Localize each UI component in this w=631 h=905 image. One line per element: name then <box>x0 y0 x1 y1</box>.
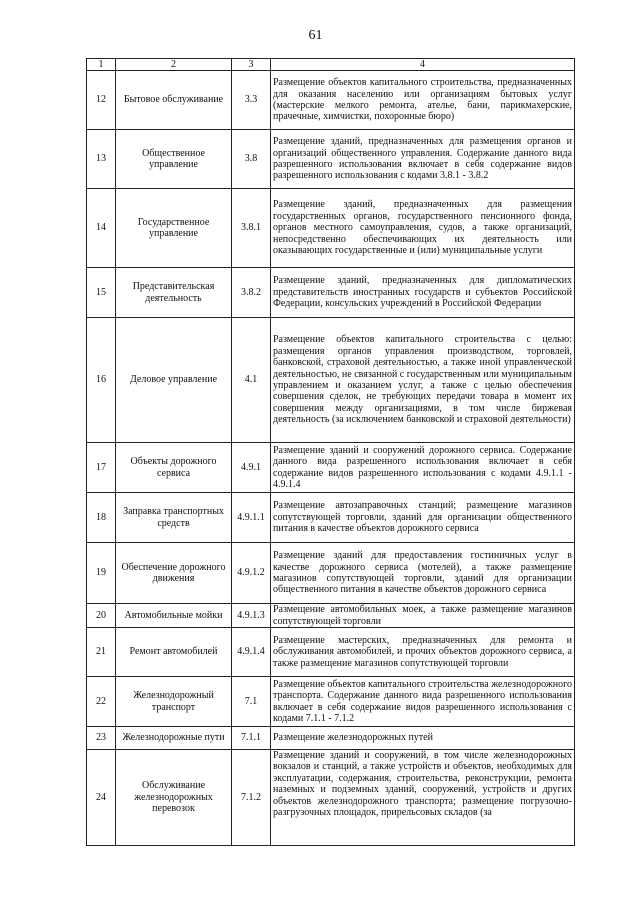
column-header: 3 <box>232 59 271 71</box>
use-type-code: 7.1.1 <box>232 727 271 750</box>
row-number: 16 <box>87 318 116 443</box>
use-type-code: 4.9.1.1 <box>232 493 271 543</box>
use-type-description: Размещение железнодорожных путей <box>271 727 575 750</box>
table-row <box>87 71 575 130</box>
table-row <box>87 189 575 268</box>
row-number: 12 <box>87 71 116 130</box>
use-type-description: Размещение зданий и сооружений, в том числе железнодорожных вокзалов и станций, а также устройств и объектов, необходимых для эксплуатации, содержания, строительства, реконструкции, ремонта наземных и подземных зданий, сооружений, устройств и других объектов железнодорожного транспорта; размещение погрузочно-разгрузочных площадок, прирельсовых складов (за <box>271 750 575 846</box>
column-header: 1 <box>87 59 116 71</box>
row-number: 23 <box>87 727 116 750</box>
use-type-name: Представительская деятельность <box>116 268 232 318</box>
row-number: 14 <box>87 189 116 268</box>
row-number: 21 <box>87 628 116 677</box>
row-number: 24 <box>87 750 116 846</box>
table-row <box>87 318 575 443</box>
use-type-description: Размещение зданий, предназначенных для размещения органов и организаций общественного управления. Содержание данного вида разрешенного использования включает в себя содержание видов разрешенного использования с кодами 3.8.1 - 3.8.2 <box>271 130 575 189</box>
use-type-description: Размещение зданий, предназначенных для размещения государственных органов, государственного пенсионного фонда, органов местного самоуправления, судов, а также организаций, непосредственно обеспечивающих их деятельность или оказывающих государственные и (или) муниципальные услуги <box>271 189 575 268</box>
use-type-description: Размещение зданий для предоставления гостиничных услуг в качестве дорожного сервиса (мотелей), а также размещение магазинов сопутствующей торговли, зданий для организации общественного питания в качестве объектов дорожного сервиса <box>271 543 575 604</box>
land-use-table <box>86 58 575 846</box>
row-number: 20 <box>87 604 116 628</box>
use-type-name: Заправка транспортных средств <box>116 493 232 543</box>
use-type-name: Железнодорожные пути <box>116 727 232 750</box>
use-type-name: Автомобильные мойки <box>116 604 232 628</box>
table-row <box>87 543 575 604</box>
use-type-description: Размещение объектов капитального строительства, предназначенных для оказания населению или организациям бытовых услуг (мастерские мелкого ремонта, ателье, бани, парикмахерские, прачечные, химчистки, похоронные бюро) <box>271 71 575 130</box>
use-type-code: 4.1 <box>232 318 271 443</box>
table-row <box>87 750 575 846</box>
use-type-code: 4.9.1.3 <box>232 604 271 628</box>
use-type-code: 3.8.2 <box>232 268 271 318</box>
use-type-description: Размещение объектов капитального строительства с целью: размещения органов управления производством, торговлей, банковской, страховой деятельностью, а также иной управленческой деятельностью, не связанной с государственным или муниципальным управлением и оказанием услуг, а также с целью обеспечения совершения сделок, не требующих передачи товара в момент их совершения между организациями, в том числе биржевая деятельность (за исключением банковской и страховой деятельности) <box>271 318 575 443</box>
use-type-code: 4.9.1 <box>232 443 271 493</box>
table-row <box>87 130 575 189</box>
use-type-name: Деловое управление <box>116 318 232 443</box>
use-type-code: 4.9.1.2 <box>232 543 271 604</box>
use-type-code: 3.3 <box>232 71 271 130</box>
use-type-name: Бытовое обслуживание <box>116 71 232 130</box>
use-type-code: 3.8 <box>232 130 271 189</box>
use-type-code: 3.8.1 <box>232 189 271 268</box>
use-type-code: 7.1 <box>232 677 271 727</box>
table-row <box>87 628 575 677</box>
row-number: 22 <box>87 677 116 727</box>
column-header: 2 <box>116 59 232 71</box>
table-row <box>87 604 575 628</box>
use-type-description: Размещение зданий, предназначенных для дипломатических представительств иностранных государств и субъектов Российской Федерации, консульских учреждений в Российской Федерации <box>271 268 575 318</box>
row-number: 13 <box>87 130 116 189</box>
use-type-description: Размещение мастерских, предназначенных для ремонта и обслуживания автомобилей, и прочих объектов дорожного сервиса, а также размещение магазинов сопутствующей торговли <box>271 628 575 677</box>
use-type-name: Обслуживание железнодорожных перевозок <box>116 750 232 846</box>
table-row <box>87 443 575 493</box>
use-type-name: Общественное управление <box>116 130 232 189</box>
use-type-description: Размещение объектов капитального строительства железнодорожного транспорта. Содержание данного вида разрешенного использования включает в себя содержание видов разрешенного использования с кодами 7.1.1 - 7.1.2 <box>271 677 575 727</box>
use-type-name: Железнодорожный транспорт <box>116 677 232 727</box>
use-type-code: 7.1.2 <box>232 750 271 846</box>
use-type-description: Размещение зданий и сооружений дорожного сервиса. Содержание данного вида разрешенного использования включает в себя содержание видов разрешенного использования с кодами 4.9.1.1 - 4.9.1.4 <box>271 443 575 493</box>
use-type-name: Государственное управление <box>116 189 232 268</box>
use-type-description: Размещение автозаправочных станций; размещение магазинов сопутствующей торговли, зданий для организации общественного питания в качестве объектов дорожного сервиса <box>271 493 575 543</box>
page-number: 61 <box>308 28 323 43</box>
table-row <box>87 677 575 727</box>
table-header-row <box>87 59 575 71</box>
use-type-name: Ремонт автомобилей <box>116 628 232 677</box>
use-type-description: Размещение автомобильных моек, а также размещение магазинов сопутствующей торговли <box>271 604 575 628</box>
use-type-name: Обеспечение дорожного движения <box>116 543 232 604</box>
use-type-code: 4.9.1.4 <box>232 628 271 677</box>
row-number: 15 <box>87 268 116 318</box>
row-number: 17 <box>87 443 116 493</box>
row-number: 19 <box>87 543 116 604</box>
column-header: 4 <box>271 59 575 71</box>
table-row <box>87 268 575 318</box>
table-row <box>87 727 575 750</box>
use-type-name: Объекты дорожного сервиса <box>116 443 232 493</box>
table-row <box>87 493 575 543</box>
row-number: 18 <box>87 493 116 543</box>
